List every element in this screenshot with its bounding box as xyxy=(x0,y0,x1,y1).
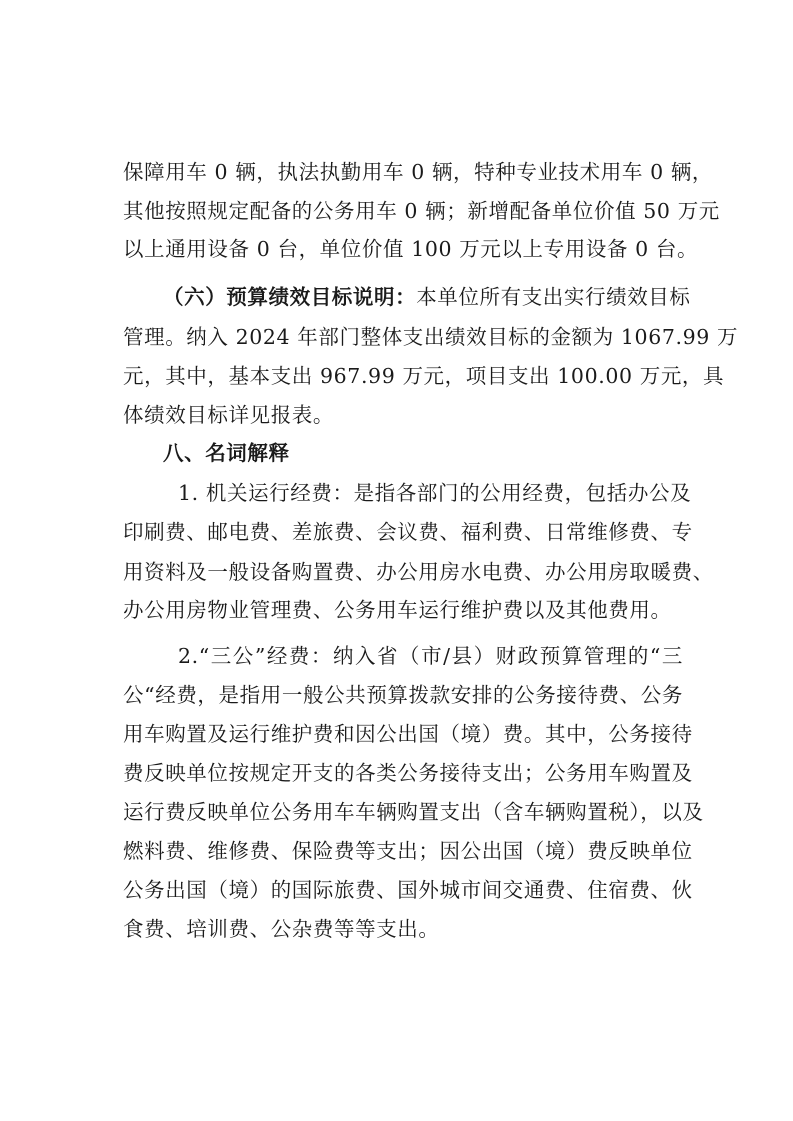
paragraph-line: 用资料及一般设备购置费、办公用房水电费、办公用房取暖费、 xyxy=(123,560,714,584)
section-six-line xyxy=(163,283,691,311)
term-2-first-line: 2.“三公”经费：纳入省（市/县）财政预算管理的“三 xyxy=(178,644,683,668)
paragraph-line: 以上通用设备 0 台，单位价值 100 万元以上专用设备 0 台。 xyxy=(123,237,699,261)
term-1-first-line: 1. 机关运行经费：是指各部门的公用经费，包括办公及 xyxy=(178,481,692,505)
section-six-heading: （六）预算绩效目标说明： xyxy=(163,285,417,309)
paragraph-line: 食费、培训费、公杂费等等支出。 xyxy=(123,917,440,941)
paragraph-line: 燃料费、维修费、保险费等支出；因公出国（境）费反映单位 xyxy=(123,839,693,863)
paragraph-line: 用车购置及运行维护费和因公出国（境）费。其中，公务接待 xyxy=(123,722,693,746)
paragraph-line: 公务出国（境）的国际旅费、国外城市间交通费、住宿费、伙 xyxy=(123,878,693,902)
paragraph-line: 运行费反映单位公务用车车辆购置支出（含车辆购置税），以及 xyxy=(123,800,704,824)
paragraph-line: 体绩效目标详见报表。 xyxy=(123,403,334,427)
paragraph-line: 其他按照规定配备的公务用车 0 辆；新增配备单位价值 50 万元 xyxy=(123,199,720,223)
paragraph-line: 管理。纳入 2024 年部门整体支出绩效目标的金额为 1067.99 万 xyxy=(123,325,739,349)
paragraph-line: 公“经费，是指用一般公共预算拨款安排的公务接待费、公务 xyxy=(123,683,683,707)
paragraph-line: 费反映单位按规定开支的各类公务接待支出；公务用车购置及 xyxy=(123,761,693,785)
paragraph-line: 办公用房物业管理费、公务用车运行维护费以及其他费用。 xyxy=(123,598,672,622)
paragraph-line: 元，其中，基本支出 967.99 万元，项目支出 100.00 万元，具 xyxy=(123,364,725,388)
paragraph-line: 印刷费、邮电费、差旅费、会议费、福利费、日常维修费、专 xyxy=(123,520,693,544)
section-eight-heading: 八、名词解释 xyxy=(163,441,290,465)
paragraph-line: 保障用车 0 辆，执法执勤用车 0 辆，特种专业技术用车 0 辆， xyxy=(123,160,714,184)
section-six-text: 本单位所有支出实行绩效目标 xyxy=(416,285,691,309)
